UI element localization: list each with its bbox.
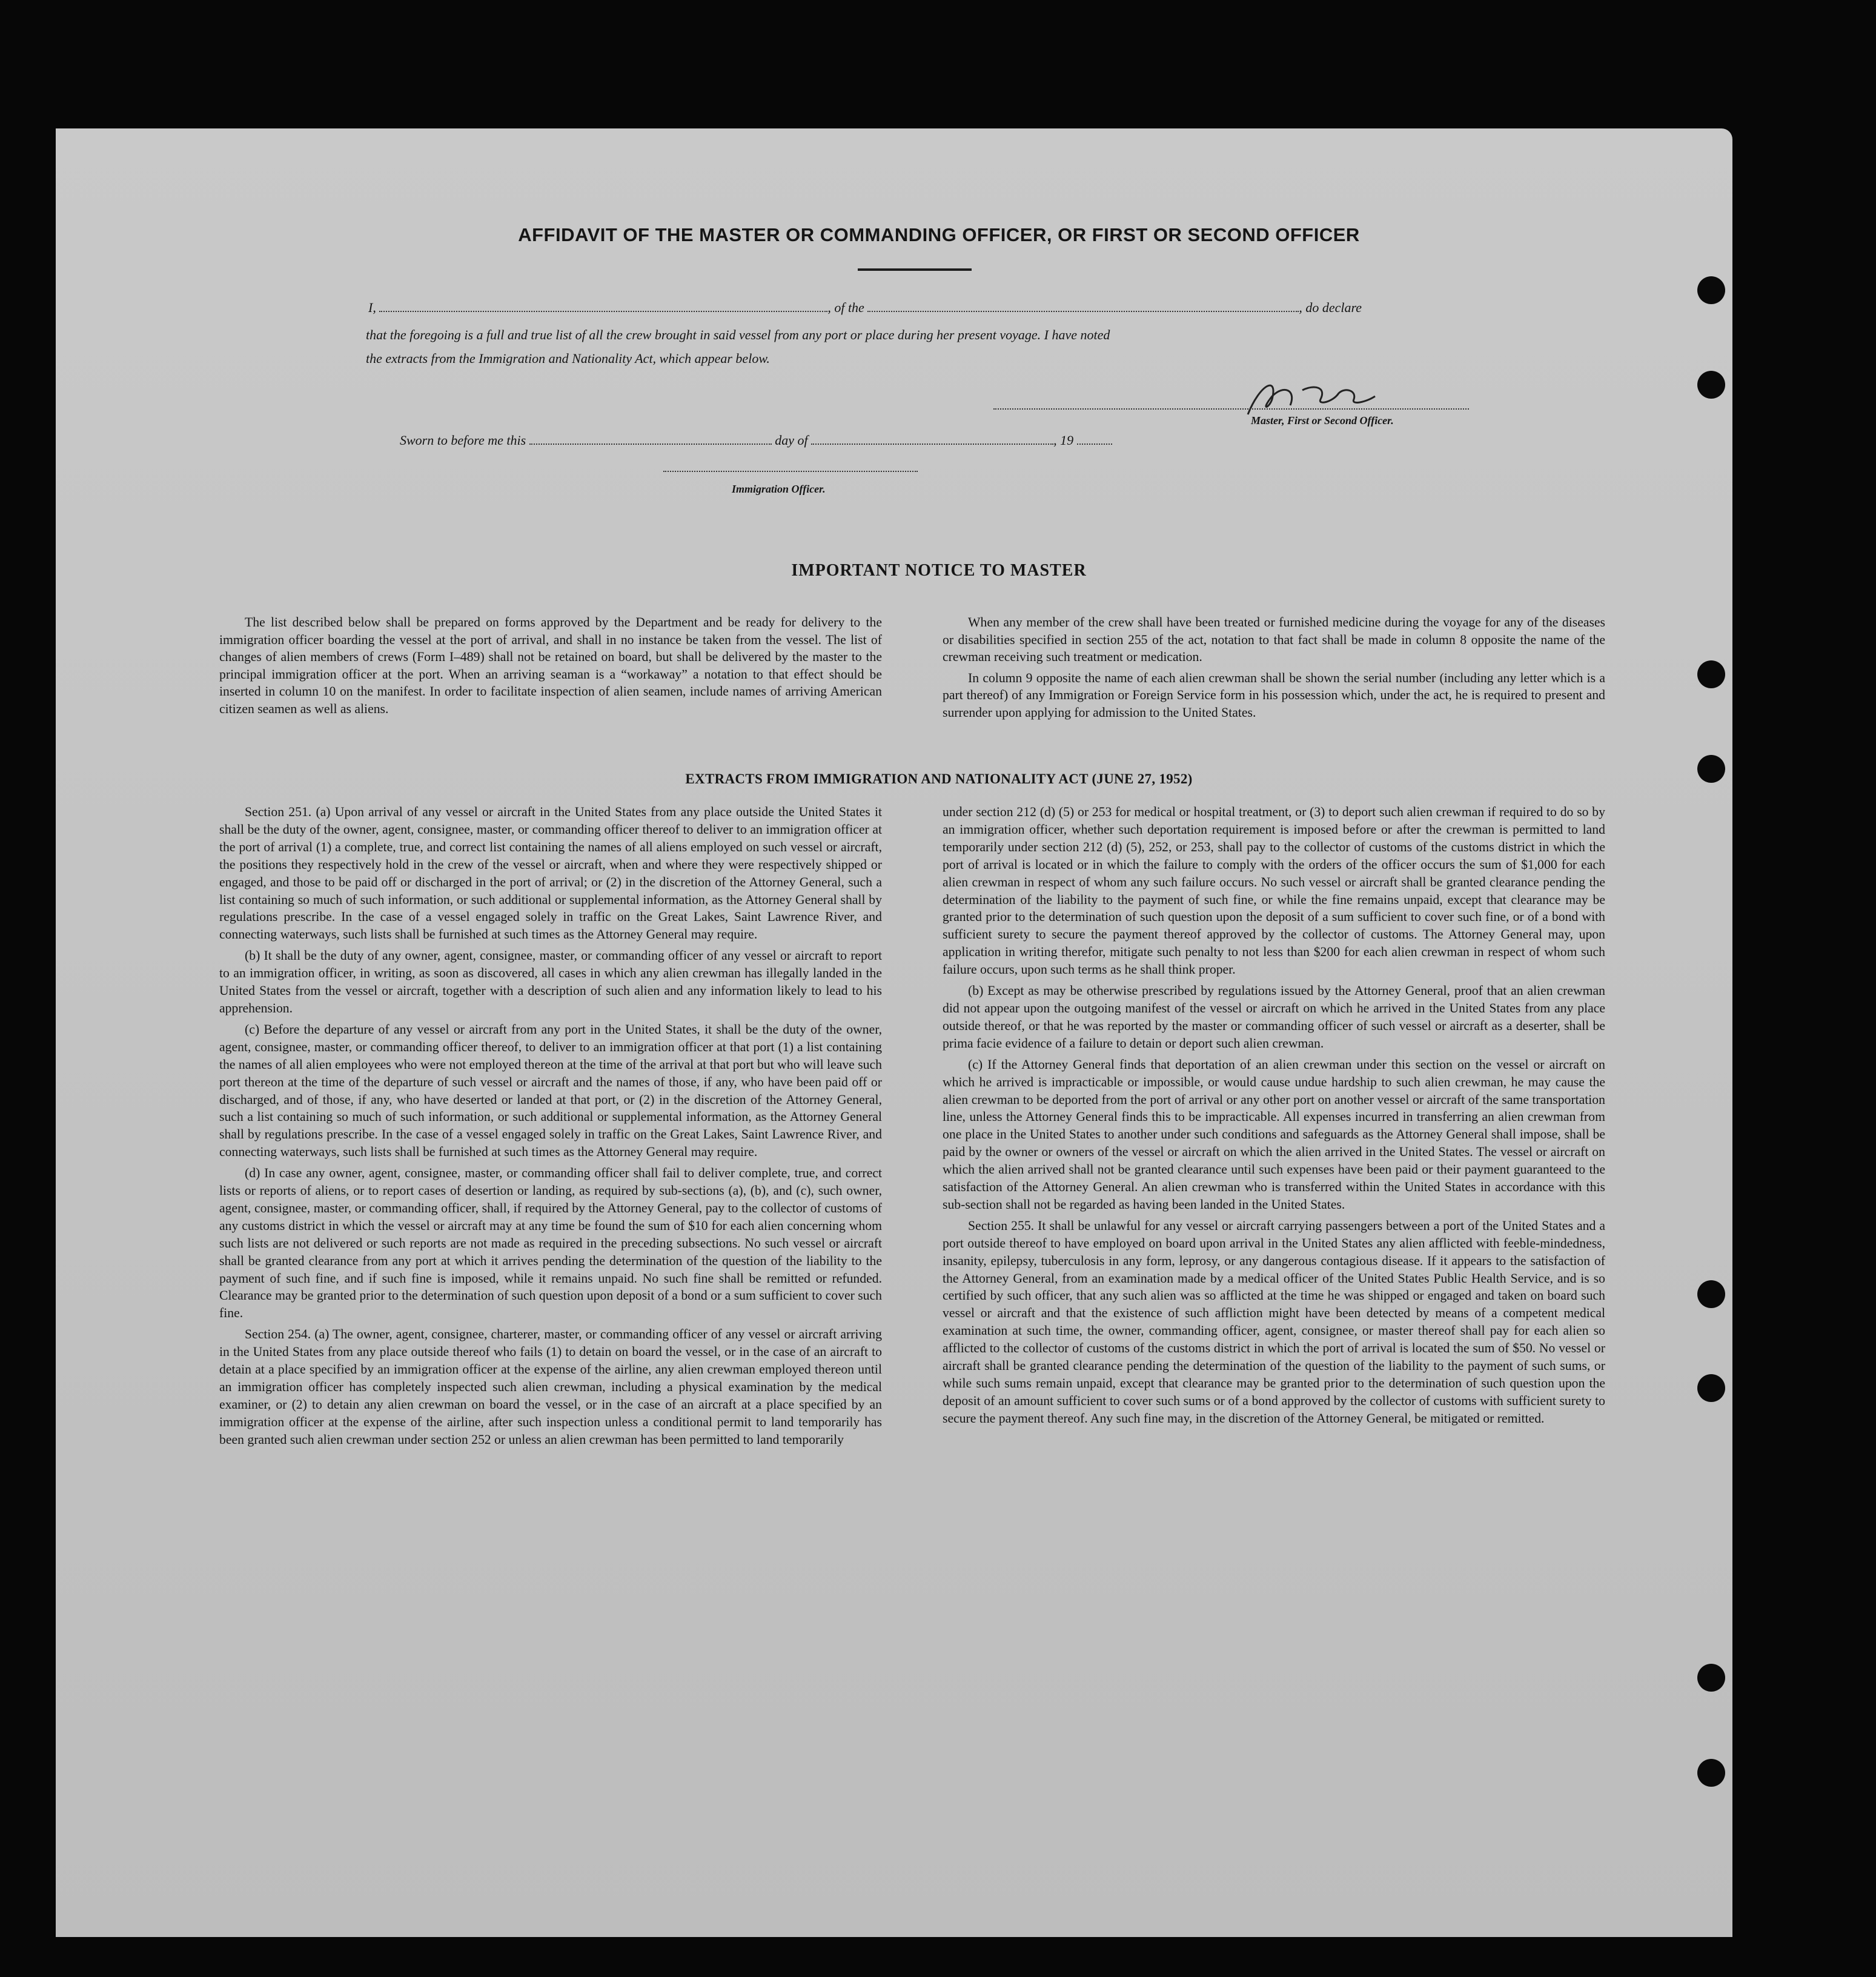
signature-line[interactable] [993,408,1469,410]
binder-hole [1697,1759,1725,1787]
binder-hole [1697,276,1725,304]
sworn-day-field[interactable] [529,441,772,445]
declaration-do-declare: , do declare [1299,300,1362,315]
binder-hole [1697,660,1725,688]
vessel-field[interactable] [867,308,1299,312]
notice-paragraph: When any member of the crew shall have been treated or furnished medicine during the voyage for any of the diseases or disabilities specified in section 255 of the act, notation to that fact shall be made in column 8 opposite the name of the crewman receiving such treatment or medication. [943,615,1605,665]
declaration-of-the: , of the [827,300,864,315]
section-254c: (c) If the Attorney General finds that deportation of an alien crewman under this section on the vessel or aircraft on which he arrived is impracticable or impossible, or would cause undue hardship to such alien crewman, he may cause the alien crewman to be deported from the port of arrival or any other port on another vessel or aircraft of the same transportation line, unless the Attorney General finds this to be impracticable. All expenses incurred in transferring an alien crewman from one place in the United States to another under such conditions and safeguards as the Attorney General shall impose, shall be paid by the owner or owners of the vessel or aircraft on which the alien arrived in the United States. The vessel or aircraft on which the alien arrived shall not be granted clearance until such expenses have been paid or their payment guaranteed to the satisfaction of the Attorney General. An alien crewman who is transferred within the United States in accordance with this sub-section shall not be regarded as having been landed in the United States. [943,1057,1605,1212]
section-251d: (d) In case any owner, agent, consignee, master, or commanding officer shall fail to deliver complete, true, and correct lists or reports of aliens, or to report cases of desertion or landing, as required by sub-sections (a), (b), and (c), such owner, agent, consignee, master, or commanding officer, shall, if required by the Attorney General, pay to the collector of customs of any customs district in which the vessel or aircraft may at any time be found the sum of $10 for each alien concerning whom such lists are not delivered or such reports are not made as required in the preceding subsections. No such vessel or aircraft shall be granted clearance from any port at which it arrives pending the determination of the question of the liability to the payment of such fine, and if such fine is imposed, while it remains unpaid. No such fine shall be remitted or refunded. Clearance may be granted prior to the determination of such question upon deposit of a bond or a sum sufficient to cover such fine. [219,1166,882,1321]
day-of-label: day of [775,433,808,448]
statement-line-2: the extracts from the Immigration and Nationality Act, which appear below. [366,351,770,366]
sworn-month-field[interactable] [811,441,1053,445]
section-251c: (c) Before the departure of any vessel or aircraft from any port in the United States, it shall be the duty of the owner, agent, consignee, master, or commanding officer thereof, to deliver to an immigration officer at that port (1) a list containing the names of all alien employees who were not employed thereon at the time of the arrival at that port but who will leave such port thereon at the time of the departure of such vessel or aircraft and the names of those, if any, who have been paid off or discharged, and of those, if any, who have deserted or landed at that port, or (2) in the discretion of the Attorney General, such a list containing so much of such information, or such additional or supplemental information, as the Attorney General shall by regulations prescribe. In the case of a vessel engaged solely in traffic on the Great Lakes, Saint Lawrence River, and connecting waterways, such lists shall be furnished at such times as the Attorney General may require. [219,1022,882,1160]
binder-hole [1697,1280,1725,1308]
signature [1236,372,1393,420]
sworn-year-field[interactable] [1077,441,1112,445]
section-254b: (b) Except as may be otherwise prescribed by regulations issued by the Attorney General, proof that an alien crewman did not appear upon the outgoing manifest of the vessel or aircraft on which he arrived in the United States from any place outside thereof, or that he was reported by the master or commanding officer of such vessel or aircraft as a deserter, shall be prima facie evidence of a failure to detain or deport such alien crewman. [943,983,1605,1051]
section-251b: (b) It shall be the duty of any owner, agent, consignee, master, or commanding officer of any vessel or aircraft to report to an immigration officer, in writing, as soon as discovered, all cases in which any alien crewman has illegally landed in the United States from the vessel or aircraft, together with a description of such alien and any information likely to lead to his apprehension. [219,948,882,1015]
binder-hole [1697,371,1725,399]
immigration-officer-line[interactable] [663,471,918,472]
declaration-line [368,300,1362,316]
sworn-label: Sworn to before me this [400,433,526,448]
section-255: Section 255. It shall be unlawful for any vessel or aircraft carrying passengers between a port of the United States and a port outside thereof to have employed on board upon arrival in the United States any alien afflicted with feeble-mindedness, insanity, epilepsy, tuberculosis in any form, leprosy, or any dangerous contagious disease. If it appears to the satisfaction of the Attorney General, from an examination made by a medical officer of the United States Public Health Service, and is so certified by such officer, that any such alien was so afflicted at the time he was shipped or engaged and taken on board such vessel or aircraft and that the existence of such affliction might have been detected by means of a competent medical examination at such time, the owner, commanding officer, agent, consignee, or master thereof shall pay for each alien so afflicted to the collector of customs of the customs district in which the port of arrival is located the sum of $50. No vessel or aircraft shall be granted clearance pending the determination of the question of the liability to the payment of such sums, or while such sums remain unpaid, except that clearance may be granted prior to the determination of such question upon the deposit of an amount sufficient to cover such sums or of a bond approved by the collector of customs with sufficient surety to secure the payment thereof. Any such fine may, in the discretion of the Attorney General, be mitigated or remitted. [943,1218,1605,1426]
notice-title: IMPORTANT NOTICE TO MASTER [791,561,1087,580]
section-254a-continued: under section 212 (d) (5) or 253 for medical or hospital treatment, or (3) to deport such alien crewman if required to do so by an immigration officer, whether such deportation requirement is imposed before or after the crewman is permitted to land temporarily under section 212 (d) (5), 252, or 253, shall pay to the collector of customs of the customs district in which the port of arrival is located or in which the failure to comply with the orders of the officer occurs the sum of $1,000 for each alien crewman in respect of whom any such failure occurs. No such vessel or aircraft shall be granted clearance pending the determination of the liability to the payment of such fine, or while the fine remains unpaid, except that clearance may be granted prior to the determination of such question upon the deposit of a sum sufficient to cover such fine, or of a bond with sufficient surety to secure the payment thereof approved by the collector of customs. The Attorney General may, upon application in writing therefor, mitigate such penalty to not less than $200 for each alien crewman in respect of whom such failure occurs, upon such terms as he shall think proper. [943,805,1605,977]
declaration-i: I, [368,300,376,315]
immigration-officer-caption: Immigration Officer. [732,483,826,495]
year-label: , 19 [1053,433,1074,448]
extracts-right-column [943,803,1605,1427]
notice-left-column [219,614,882,718]
binder-hole [1697,1664,1725,1692]
signature-caption: Master, First or Second Officer. [1251,414,1394,427]
extracts-title: EXTRACTS FROM IMMIGRATION AND NATIONALITY ACT (JUNE 27, 1952) [685,771,1193,786]
notice-paragraph: In column 9 opposite the name of each alien crewman shall be shown the serial number (including any letter which is a part thereof) of any Immigration or Foreign Service form in his possession which, under the act, he is required to present and surrender upon applying for admission to the United States. [943,670,1605,720]
sworn-line [400,433,1112,448]
extracts-left-column [219,803,882,1449]
affidavit-title: AFFIDAVIT OF THE MASTER OR COMMANDING OFFICER, OR FIRST OR SECOND OFFICER [518,224,1360,245]
binder-hole [1697,1374,1725,1402]
notice-right-column [943,614,1605,722]
name-field[interactable] [379,308,827,312]
section-254a: Section 254. (a) The owner, agent, consignee, charterer, master, or commanding officer of any vessel or aircraft arriving in the United States from any place outside thereof who fails (1) to detain on board the vessel, or in the case of an aircraft to detain at a place specified by an immigration officer at the expense of the airline, any alien crewman employed thereon until an immigration officer has completely inspected such alien crewman, including a physical examination by the medical examiner, or (2) to detain any alien crewman on board the vessel, or in the case of an aircraft at a place specified by an immigration officer at the expense of the airline, after such inspection unless a conditional permit to land temporarily has been granted such alien crewman under section 252 or unless an alien crewman has been permitted to land temporarily [219,1327,882,1447]
title-rule [858,268,972,271]
statement-line-1: that the foregoing is a full and true list of all the crew brought in said vessel from any port or place during her present voyage. I have noted [366,327,1110,342]
notice-paragraph: The list described below shall be prepared on forms approved by the Department and be ready for delivery to the immigration officer boarding the vessel at the port of arrival, and shall in no instance be taken from the vessel. The list of changes of alien members of crews (Form I–489) shall not be retained on board, but shall be delivered by the master to the principal immigration officer at the port. When an arriving seaman is a “workaway” a notation to that effect should be inserted in column 10 on the manifest. In order to facilitate inspection of alien seamen, include names of arriving American citizen seamen as well as aliens. [219,615,882,716]
section-251a: Section 251. (a) Upon arrival of any vessel or aircraft in the United States from any place outside the United States it shall be the duty of the owner, agent, consignee, master, or commanding officer thereof to deliver to an immigration officer at the port of arrival (1) a complete, true, and correct list containing the names of all aliens employed on such vessel or aircraft, the positions they respectively hold in the crew of the vessel or aircraft, when and where they were respectively shipped or engaged, and those to be paid off or discharged in the port of arrival; or (2) in the discretion of the Attorney General, such a list containing so much of such information, or such additional or supplemental information, as the Attorney General shall by regulations prescribe. In the case of a vessel engaged solely in traffic on the Great Lakes, Saint Lawrence River, and connecting waterways, such lists shall be furnished at such times as the Attorney General may require. [219,805,882,942]
